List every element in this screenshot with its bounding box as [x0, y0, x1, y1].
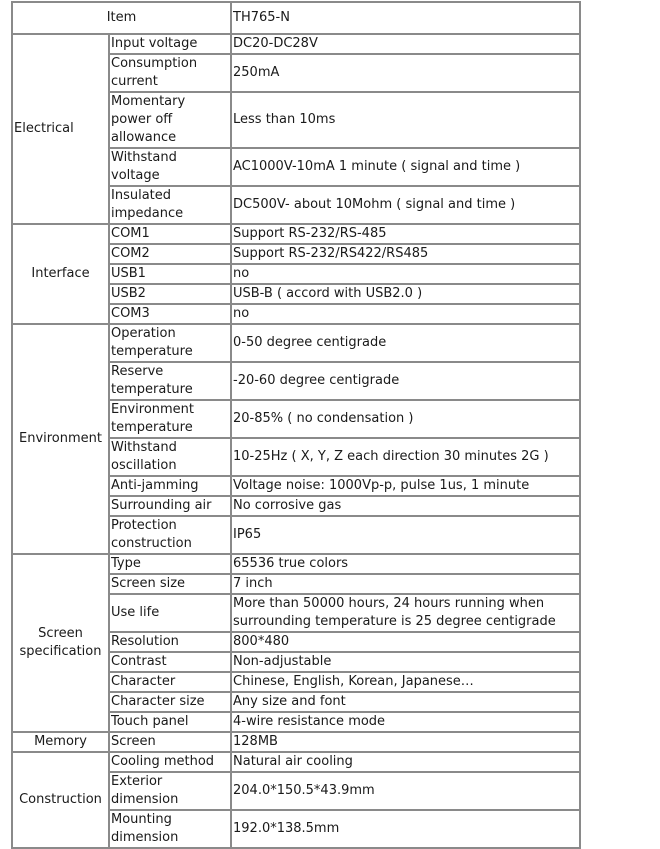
- spec-value-cell: AC1000V-10mA 1 minute ( signal and time ): [231, 148, 580, 186]
- table-header-row: [12, 2, 580, 34]
- spec-label-cell: Resolution: [109, 632, 231, 652]
- spec-value-cell: 192.0*138.5mm: [231, 810, 580, 848]
- table-row: [12, 752, 580, 772]
- spec-label-cell: Use life: [109, 594, 231, 632]
- table-row: [12, 554, 580, 574]
- spec-label-cell: Operation temperature: [109, 324, 231, 362]
- table-row: [12, 224, 580, 244]
- spec-value-cell: 250mA: [231, 54, 580, 92]
- spec-label-cell: Cooling method: [109, 752, 231, 772]
- spec-label-cell: Touch panel: [109, 712, 231, 732]
- spec-table: [11, 1, 581, 849]
- spec-value-cell: 20-85% ( no condensation ): [231, 400, 580, 438]
- spec-value-cell: no: [231, 264, 580, 284]
- spec-table-body: [12, 2, 580, 848]
- spec-value-cell: 128MB: [231, 732, 580, 752]
- spec-label-cell: Contrast: [109, 652, 231, 672]
- spec-label-cell: Withstand voltage: [109, 148, 231, 186]
- spec-label-cell: Insulated impedance: [109, 186, 231, 224]
- spec-label-cell: COM3: [109, 304, 231, 324]
- model-header-cell: TH765-N: [231, 2, 580, 34]
- spec-value-cell: Support RS-232/RS422/RS485: [231, 244, 580, 264]
- spec-label-cell: Protection construction: [109, 516, 231, 554]
- group-cell: Screen specification: [12, 554, 109, 732]
- spec-label-cell: USB1: [109, 264, 231, 284]
- spec-label-cell: Type: [109, 554, 231, 574]
- spec-value-cell: 204.0*150.5*43.9mm: [231, 772, 580, 810]
- spec-value-cell: More than 50000 hours, 24 hours running when surrounding temperature is 25 degree centigrade: [231, 594, 580, 632]
- spec-value-cell: no: [231, 304, 580, 324]
- spec-value-cell: 7 inch: [231, 574, 580, 594]
- spec-label-cell: Reserve temperature: [109, 362, 231, 400]
- spec-label-cell: Withstand oscillation: [109, 438, 231, 476]
- spec-value-cell: DC20-DC28V: [231, 34, 580, 54]
- spec-value-cell: 65536 true colors: [231, 554, 580, 574]
- spec-label-cell: Mounting dimension: [109, 810, 231, 848]
- spec-label-cell: Surrounding air: [109, 496, 231, 516]
- group-cell: Electrical: [12, 34, 109, 224]
- spec-label-cell: USB2: [109, 284, 231, 304]
- spec-value-cell: Less than 10ms: [231, 92, 580, 148]
- spec-value-cell: DC500V- about 10Mohm ( signal and time ): [231, 186, 580, 224]
- spec-label-cell: Exterior dimension: [109, 772, 231, 810]
- group-cell: Environment: [12, 324, 109, 554]
- spec-value-cell: 800*480: [231, 632, 580, 652]
- spec-value-cell: Chinese, English, Korean, Japanese…: [231, 672, 580, 692]
- spec-label-cell: Anti-jamming: [109, 476, 231, 496]
- group-cell: Interface: [12, 224, 109, 324]
- spec-value-cell: Non-adjustable: [231, 652, 580, 672]
- spec-label-cell: COM1: [109, 224, 231, 244]
- spec-label-cell: Character: [109, 672, 231, 692]
- spec-label-cell: Consumption current: [109, 54, 231, 92]
- spec-label-cell: Input voltage: [109, 34, 231, 54]
- table-row: [12, 324, 580, 362]
- spec-value-cell: Any size and font: [231, 692, 580, 712]
- spec-label-cell: Character size: [109, 692, 231, 712]
- spec-value-cell: Voltage noise: 1000Vp-p, pulse 1us, 1 minute: [231, 476, 580, 496]
- spec-value-cell: Natural air cooling: [231, 752, 580, 772]
- spec-value-cell: 10-25Hz ( X, Y, Z each direction 30 minutes 2G ): [231, 438, 580, 476]
- group-cell: Construction: [12, 752, 109, 848]
- spec-value-cell: 4-wire resistance mode: [231, 712, 580, 732]
- spec-label-cell: Environment temperature: [109, 400, 231, 438]
- spec-value-cell: 0-50 degree centigrade: [231, 324, 580, 362]
- group-cell: Memory: [12, 732, 109, 752]
- spec-label-cell: Screen: [109, 732, 231, 752]
- table-row: [12, 34, 580, 54]
- spec-label-cell: Screen size: [109, 574, 231, 594]
- spec-value-cell: Support RS-232/RS-485: [231, 224, 580, 244]
- table-row: [12, 732, 580, 752]
- spec-value-cell: No corrosive gas: [231, 496, 580, 516]
- item-header-cell: Item: [12, 2, 231, 34]
- spec-value-cell: IP65: [231, 516, 580, 554]
- spec-value-cell: -20-60 degree centigrade: [231, 362, 580, 400]
- spec-value-cell: USB-B ( accord with USB2.0 ): [231, 284, 580, 304]
- spec-label-cell: Momentary power off allowance: [109, 92, 231, 148]
- spec-label-cell: COM2: [109, 244, 231, 264]
